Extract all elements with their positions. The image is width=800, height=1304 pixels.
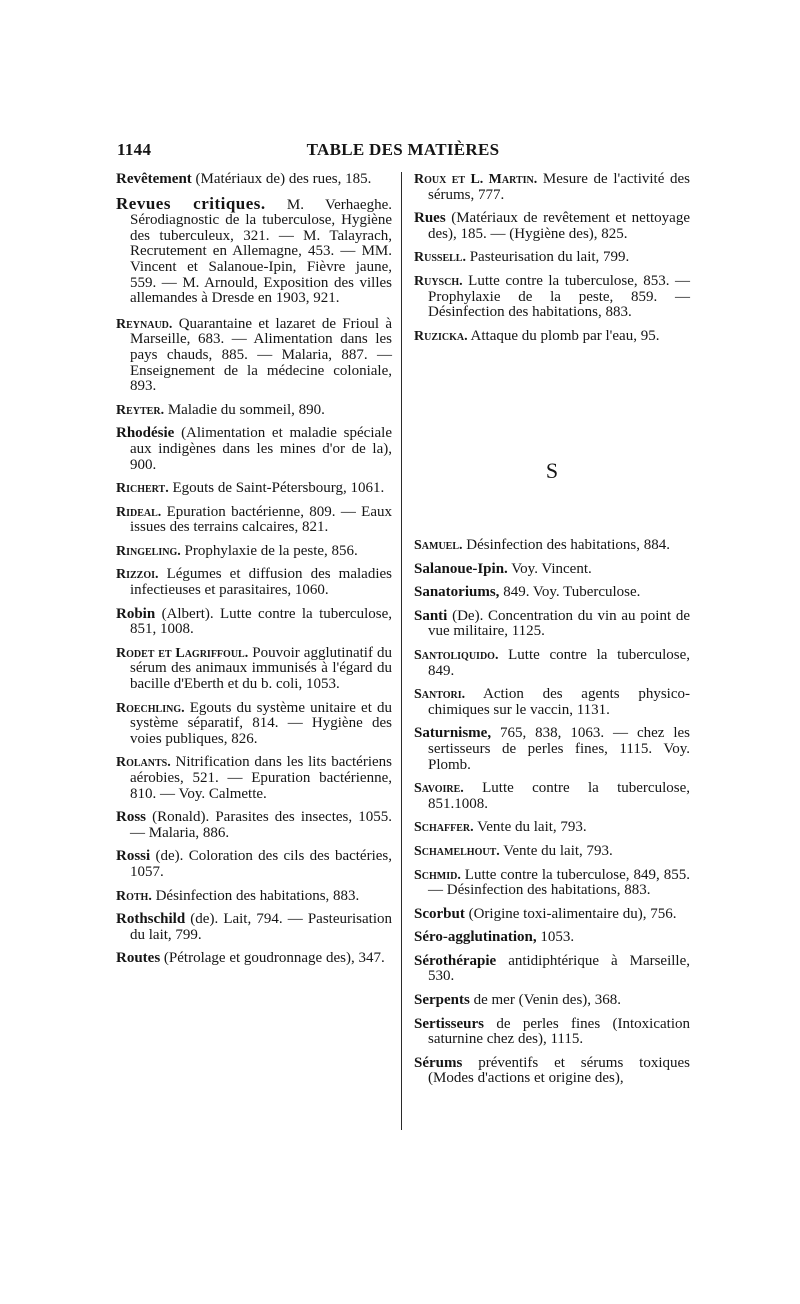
page-header xyxy=(117,140,689,162)
entry-text: antidiphtérique à Marseille, 530. xyxy=(428,952,690,985)
index-entry xyxy=(414,1056,690,1087)
entry-text: Attaque du plomb par l'eau, 95. xyxy=(467,327,660,344)
entry-text: (Origine toxi-alimentaire du), 756. xyxy=(464,905,677,922)
entry-heading: Revues critiques. xyxy=(116,193,266,213)
entry-text: Voy. Vincent. xyxy=(507,560,592,577)
entry-text: Pasteurisation du lait, 799. xyxy=(465,249,630,266)
right-column-top xyxy=(414,172,690,352)
entry-text: (de). Coloration des cils des bactéries, 1057. xyxy=(130,848,392,880)
index-entry xyxy=(414,329,690,345)
index-entry xyxy=(116,567,392,598)
index-entry xyxy=(414,562,690,578)
column-divider xyxy=(401,172,402,1130)
index-entry xyxy=(414,609,690,640)
index-entry xyxy=(116,701,392,748)
entry-text: Action des agents physico-chimiques sur le vaccin, 1131. xyxy=(428,686,690,718)
entry-heading: Revêtement xyxy=(116,171,192,187)
entry-text: Lutte contre la tuberculose, 851.1008. xyxy=(428,780,690,812)
entry-heading: Roth. xyxy=(116,888,152,904)
entry-heading: Rossi xyxy=(116,848,151,865)
entry-heading: Samuel. xyxy=(414,538,463,553)
entry-heading: Russell. xyxy=(414,250,466,266)
entry-heading: Savoire. xyxy=(414,781,464,797)
index-entry xyxy=(116,849,392,880)
entry-heading: Séro-agglutination, xyxy=(414,929,537,946)
entry-heading: Saturnisme, xyxy=(414,725,492,742)
entry-heading: Schaffer. xyxy=(414,820,474,836)
index-entry xyxy=(414,954,690,985)
entry-heading: Ruzicka. xyxy=(414,328,468,344)
index-entry xyxy=(414,172,690,203)
entry-heading: Ruysch. xyxy=(414,273,463,289)
index-entry xyxy=(116,951,392,967)
entry-text: Vente du lait, 793. xyxy=(499,842,613,859)
index-entry xyxy=(414,781,690,812)
index-entry xyxy=(414,687,690,718)
entry-text: (Ronald). Parasites des insectes, 1055. — Malaria, 886. xyxy=(130,809,392,841)
index-entry xyxy=(116,810,392,841)
entry-heading: Santoliquido. xyxy=(414,647,499,663)
entry-text: 849. Voy. Tuberculose. xyxy=(499,584,641,601)
index-entry xyxy=(116,426,392,473)
entry-heading: Santi xyxy=(414,607,448,624)
entry-heading: Sanatoriums, xyxy=(414,584,500,601)
entry-heading: Reynaud. xyxy=(116,316,173,332)
index-entry xyxy=(414,538,690,554)
entry-text: (Pétrolage et goudronnage des), 347. xyxy=(160,950,385,967)
index-entry xyxy=(116,403,392,419)
entry-text: Légumes et diffusion des maladies infectieuses et parasitaires, 1060. xyxy=(130,566,392,599)
entry-text: Lutte contre la tuberculose, 853. — Prophylaxie de la peste, 859. — Désinfection des habitations, 883. xyxy=(428,272,690,321)
entry-text: Mesure de l'activité des sérums, 777. xyxy=(428,171,690,203)
index-entry xyxy=(116,912,392,943)
entry-heading: Roechling. xyxy=(116,700,185,716)
index-entry xyxy=(116,646,392,693)
page-number: 1144 xyxy=(117,140,152,159)
entry-heading: Rodet et Lagriffoul. xyxy=(116,645,249,661)
entry-heading: Sérothérapie xyxy=(414,952,497,969)
index-entry xyxy=(414,211,690,242)
index-entry xyxy=(414,930,690,946)
entry-heading: Rothschild xyxy=(116,911,186,928)
index-entry xyxy=(116,544,392,560)
entry-text: (Matériaux de) des rues, 185. xyxy=(191,171,372,187)
index-entry xyxy=(414,820,690,836)
entry-heading: Serpents xyxy=(414,992,470,1009)
entry-heading: Santori. xyxy=(414,687,466,703)
entry-text: Désinfection des habitations, 883. xyxy=(151,887,360,904)
index-entry xyxy=(414,274,690,321)
entry-text: préventifs et sérums toxiques (Modes d'actions et origine des), xyxy=(428,1054,690,1087)
index-entry xyxy=(116,317,392,395)
entry-text: Pouvoir agglutinatif du sérum des animaux immunisés à l'égard du bacille d'Eberth et du b. coli, 1053. xyxy=(130,644,392,693)
entry-text: Nitrification dans les lits bactériens aérobies, 521. — Epuration bactérienne, 810. — Voy. Calmette. xyxy=(130,754,392,802)
entry-heading: Schmid. xyxy=(414,867,461,883)
entry-text: Egouts de Saint-Pétersbourg, 1061. xyxy=(168,480,385,497)
index-entry xyxy=(116,193,392,307)
index-entry xyxy=(414,844,690,860)
letter-heading-s: S xyxy=(545,458,559,483)
index-entry xyxy=(116,172,392,188)
entry-text: Désinfection des habitations, 884. xyxy=(462,537,670,553)
entry-heading: Reyter. xyxy=(116,402,165,418)
index-entry xyxy=(414,993,690,1009)
entry-heading: Sertisseurs xyxy=(414,1015,484,1032)
index-entry xyxy=(116,505,392,536)
index-entry xyxy=(414,250,690,266)
entry-text: 1053. xyxy=(536,929,575,946)
entry-heading: Schamelhout. xyxy=(414,843,500,859)
entry-heading: Rizzoi. xyxy=(116,567,159,583)
entry-text: Maladie du sommeil, 890. xyxy=(164,401,325,418)
entry-text: (Alimentation et maladie spéciale aux indigènes dans les mines d'or de la), 900. xyxy=(130,425,392,473)
entry-heading: Robin xyxy=(116,605,156,622)
entry-text: Lutte contre la tuberculose, 849, 855. — Désinfection des habitations, 883. xyxy=(428,866,690,899)
index-entry xyxy=(414,648,690,679)
entry-text: Vente du lait, 793. xyxy=(473,819,587,836)
entry-text: (Matériaux de revêtement et nettoyage des), 185. — (Hygiène des), 825. xyxy=(428,210,690,242)
index-entry xyxy=(116,755,392,802)
entry-text: Epuration bactérienne, 809. — Eaux issues des terrains calcaires, 821. xyxy=(130,503,392,536)
entry-heading: Rhodésie xyxy=(116,425,175,442)
entry-heading: Roux et L. Martin. xyxy=(414,172,538,187)
entry-text: M. Verhaeghe. Sérodiagnostic de la tuberculose, Hygiène des tuberculeux, 321. — M. Talayrach, Recrutement en Allemagne, 453. — MM. Vincent et Salanoue-Ipin, Fièvre jaune, 559. — M. Arnould, Exposition des villes allemandes à Dresde en 1903, 921. xyxy=(130,196,392,307)
entry-text: 765, 838, 1063. — chez les sertisseurs de perles fines, 1115. Voy. Plomb. xyxy=(428,725,690,773)
running-title: TABLE DES MATIÈRES xyxy=(306,140,500,159)
entry-heading: Scorbut xyxy=(414,905,465,922)
index-entry xyxy=(414,585,690,601)
entry-text: (De). Concentration du vin au point de vue militaire, 1125. xyxy=(428,607,690,640)
entry-heading: Sérums xyxy=(414,1054,463,1071)
entry-text: de mer (Venin des), 368. xyxy=(469,992,622,1009)
index-entry xyxy=(414,868,690,899)
entry-heading: Ross xyxy=(116,809,147,826)
entry-heading: Rues xyxy=(414,210,446,227)
entry-heading: Routes xyxy=(116,950,161,967)
entry-heading: Rideal. xyxy=(116,504,162,520)
right-column-bottom xyxy=(414,538,690,1095)
index-entry xyxy=(414,907,690,923)
index-entry xyxy=(414,726,690,773)
left-column xyxy=(116,172,392,975)
index-entry xyxy=(116,607,392,638)
entry-text: (Albert). Lutte contre la tuberculose, 851, 1008. xyxy=(130,605,392,638)
entry-text: (de). Lait, 794. — Pasteurisation du lait, 799. xyxy=(130,911,392,943)
entry-heading: Richert. xyxy=(116,481,169,497)
entry-heading: Salanoue-Ipin. xyxy=(414,560,508,577)
index-entry xyxy=(116,481,392,497)
index-entry xyxy=(116,889,392,905)
entry-text: Egouts du système unitaire et du système séparatif, 814. — Hygiène des voies publiques, 826. xyxy=(130,699,392,747)
entry-text: Quarantaine et lazaret de Frioul à Marseille, 683. — Alimentation dans les pays chauds, 885. — Malaria, 887. — Enseignement de la médecine coloniale, 893. xyxy=(130,315,392,395)
entry-heading: Ringeling. xyxy=(116,543,181,559)
entry-heading: Rolants. xyxy=(116,755,171,771)
index-entry xyxy=(414,1017,690,1048)
entry-text: de perles fines (Intoxication saturnine chez des), 1115. xyxy=(428,1015,690,1048)
entry-text: Lutte contre la tuberculose, 849. xyxy=(428,646,690,679)
entry-text: Prophylaxie de la peste, 856. xyxy=(180,542,358,559)
